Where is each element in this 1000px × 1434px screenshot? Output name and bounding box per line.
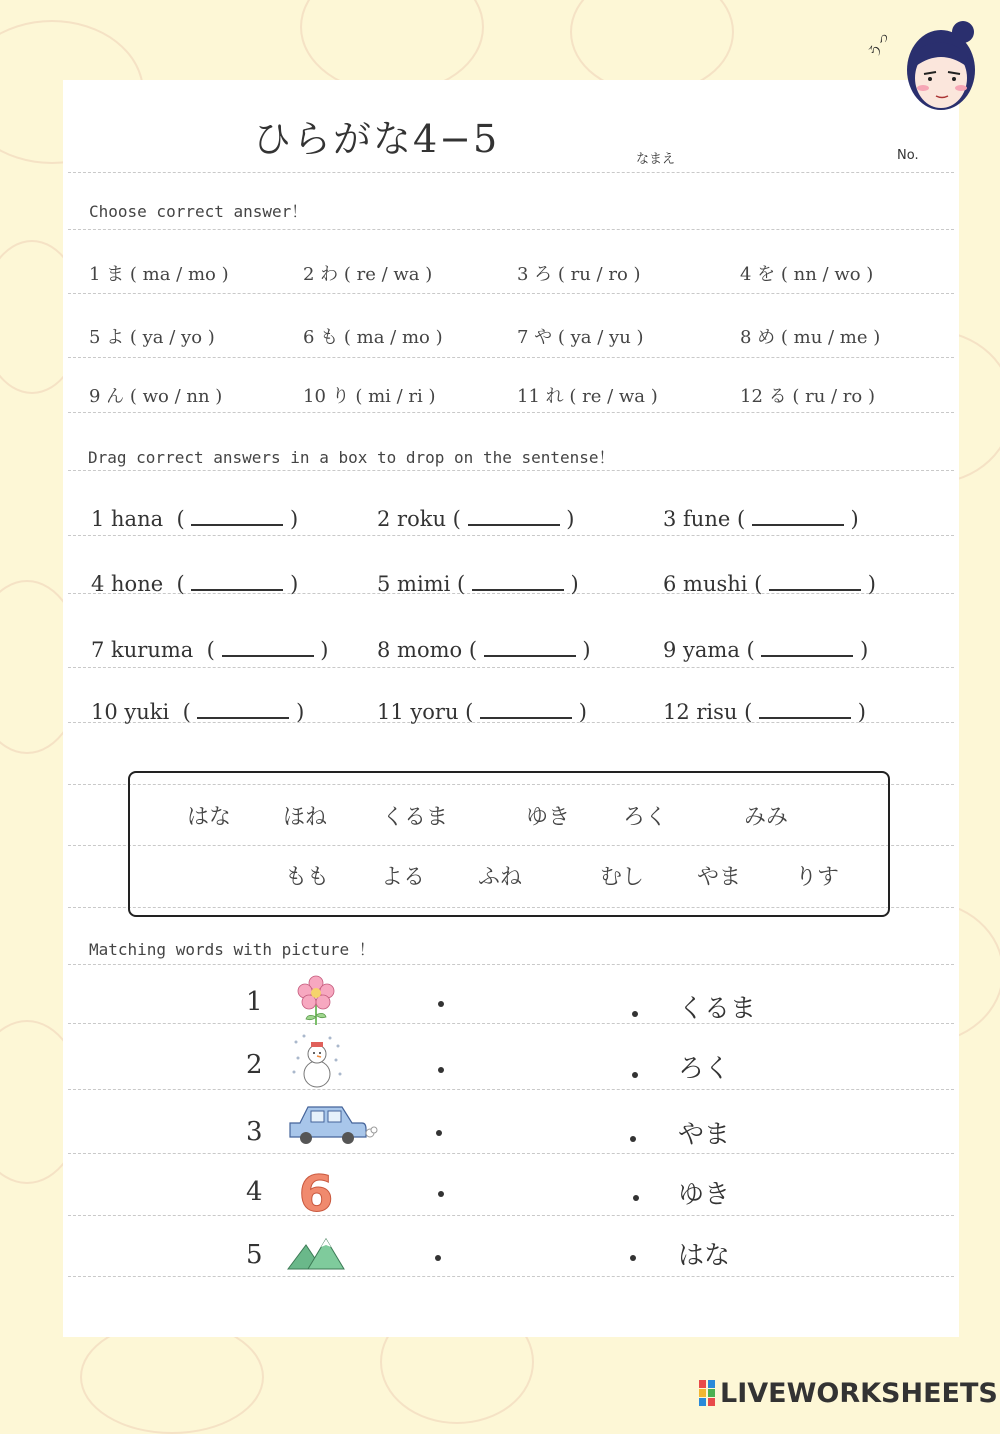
liveworksheets-logo[interactable] xyxy=(698,1378,998,1409)
drop-item-label: 5 mimi xyxy=(377,572,451,596)
drop-target[interactable] xyxy=(472,569,564,591)
flower-icon xyxy=(296,975,336,1027)
match-dot-right[interactable] xyxy=(632,1011,638,1017)
match-dot-right[interactable] xyxy=(630,1136,636,1142)
match-word: くるま xyxy=(678,994,757,1024)
drop-target[interactable] xyxy=(191,569,283,591)
drop-item: 6 mushi ( ) xyxy=(663,569,876,596)
character-avatar-icon xyxy=(866,12,986,112)
match-word: やま xyxy=(678,1120,731,1150)
match-dot-right[interactable] xyxy=(632,1072,638,1078)
drop-item: 11 yoru ( ) xyxy=(377,697,587,724)
word-bank-word[interactable]: ろく xyxy=(623,805,668,830)
drop-item: 12 risu ( ) xyxy=(663,697,866,724)
drop-item-label: 11 yoru xyxy=(377,700,459,724)
word-bank-word[interactable]: むし xyxy=(600,865,645,890)
liveworksheets-icon xyxy=(698,1379,716,1407)
drop-item: 5 mimi ( ) xyxy=(377,569,579,596)
choice-item[interactable]: 4 を ( nn / wo ) xyxy=(740,264,874,285)
word-bank-word[interactable]: くるま xyxy=(382,805,449,830)
snowman-icon xyxy=(290,1032,344,1090)
drop-item: 3 fune ( ) xyxy=(663,504,859,531)
drop-target[interactable] xyxy=(761,635,853,657)
drop-target[interactable] xyxy=(480,697,572,719)
word-bank-box xyxy=(128,771,890,917)
drop-target[interactable] xyxy=(752,504,844,526)
liveworksheets-brand: LIVEWORKSHEETS xyxy=(720,1378,998,1409)
svg-text:うっ: うっ xyxy=(866,28,894,61)
word-bank-word[interactable]: ゆき xyxy=(526,805,571,830)
word-bank-word[interactable]: りす xyxy=(795,865,840,890)
drop-target[interactable] xyxy=(769,569,861,591)
drop-target[interactable] xyxy=(468,504,560,526)
name-label: なまえ xyxy=(636,152,676,167)
choice-item[interactable]: 6 も ( ma / mo ) xyxy=(303,327,443,348)
drop-item-label: 9 yama xyxy=(663,638,740,662)
drop-item-label: 3 fune xyxy=(663,507,731,531)
lemon-decoration xyxy=(80,1320,264,1434)
match-number: 3 xyxy=(246,1117,263,1147)
six-glyph: 6 xyxy=(298,1165,334,1219)
choice-item[interactable]: 12 る ( ru / ro ) xyxy=(740,386,875,407)
word-bank-word[interactable]: ほね xyxy=(283,805,328,830)
choice-item[interactable]: 2 わ ( re / wa ) xyxy=(303,264,433,285)
drop-item-label: 12 risu xyxy=(663,700,738,724)
car-icon xyxy=(286,1101,378,1147)
match-word: はな xyxy=(678,1241,731,1271)
section2-instruction: Drag correct answers in a box to drop on the sentense！ xyxy=(88,448,615,467)
drop-item-label: 2 roku xyxy=(377,507,446,531)
drop-item: 10 yuki ( ) xyxy=(91,697,304,724)
word-bank-word[interactable]: みみ xyxy=(744,805,789,830)
drop-target[interactable] xyxy=(191,504,283,526)
drop-item-label: 10 yuki xyxy=(91,700,170,724)
mountain-icon xyxy=(286,1235,346,1273)
choice-item[interactable]: 11 れ ( re / wa ) xyxy=(517,386,658,407)
match-dot-left[interactable] xyxy=(438,1191,444,1197)
drop-target[interactable] xyxy=(197,697,289,719)
choice-item[interactable]: 3 ろ ( ru / ro ) xyxy=(517,264,641,285)
word-bank-word[interactable]: ふね xyxy=(478,865,523,890)
word-bank-word[interactable]: もも xyxy=(285,865,330,890)
match-number: 4 xyxy=(246,1177,263,1207)
drop-item: 9 yama ( ) xyxy=(663,635,868,662)
drop-item-label: 7 kuruma xyxy=(91,638,194,662)
match-dot-left[interactable] xyxy=(438,1001,444,1007)
choice-item[interactable]: 7 や ( ya / yu ) xyxy=(517,327,644,348)
drop-item: 4 hone ( ) xyxy=(91,569,298,596)
word-bank-word[interactable]: やま xyxy=(697,865,742,890)
match-number: 5 xyxy=(246,1240,263,1270)
match-dot-right[interactable] xyxy=(633,1195,639,1201)
match-number: 2 xyxy=(246,1050,263,1080)
number-label: No. xyxy=(897,148,919,163)
choice-item[interactable]: 1 ま ( ma / mo ) xyxy=(89,264,229,285)
match-word: ろく xyxy=(678,1054,731,1084)
choice-item[interactable]: 10 り ( mi / ri ) xyxy=(303,386,436,407)
drop-target[interactable] xyxy=(759,697,851,719)
match-number: 1 xyxy=(246,987,263,1017)
choice-item[interactable]: 8 め ( mu / me ) xyxy=(740,327,881,348)
drop-item: 2 roku ( ) xyxy=(377,504,574,531)
drop-target[interactable] xyxy=(484,635,576,657)
drop-item-label: 6 mushi xyxy=(663,572,748,596)
match-dot-right[interactable] xyxy=(630,1255,636,1261)
page-title: ひらがな4−5 xyxy=(253,117,500,161)
match-dot-left[interactable] xyxy=(435,1255,441,1261)
drop-item-label: 8 momo xyxy=(377,638,463,662)
choice-item[interactable]: 9 ん ( wo / nn ) xyxy=(89,386,223,407)
match-dot-left[interactable] xyxy=(438,1067,444,1073)
six-icon xyxy=(296,1165,336,1219)
drop-target[interactable] xyxy=(222,635,314,657)
choice-item[interactable]: 5 よ ( ya / yo ) xyxy=(89,327,215,348)
drop-item: 7 kuruma ( ) xyxy=(91,635,328,662)
drop-item: 1 hana ( ) xyxy=(91,504,298,531)
match-dot-left[interactable] xyxy=(436,1130,442,1136)
drop-item-label: 1 hana xyxy=(91,507,164,531)
match-word: ゆき xyxy=(678,1180,731,1210)
word-bank-word[interactable]: はな xyxy=(187,805,232,830)
word-bank-word[interactable]: よる xyxy=(381,865,426,890)
drop-item: 8 momo ( ) xyxy=(377,635,591,662)
drop-item-label: 4 hone xyxy=(91,572,164,596)
section1-instruction: Choose correct answer！ xyxy=(89,202,308,221)
section3-instruction: Matching words with picture ！ xyxy=(89,940,375,959)
